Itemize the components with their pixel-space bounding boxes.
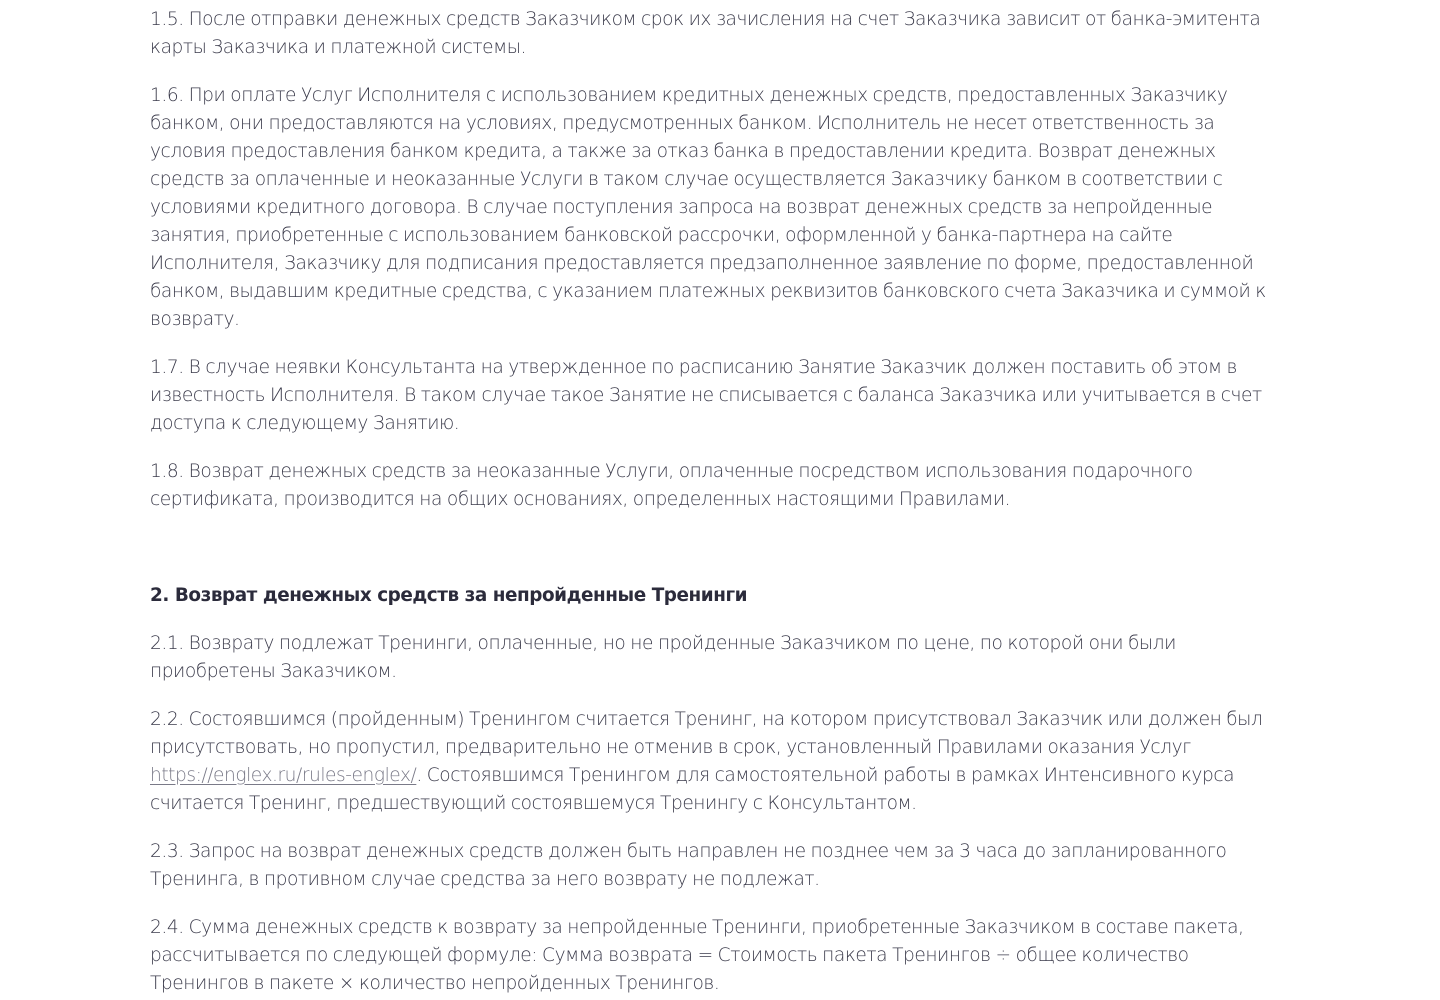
rules-link[interactable]: https://englex.ru/rules-englex/ xyxy=(150,765,417,786)
paragraph-2-3: 2.3. Запрос на возврат денежных средств должен быть направлен не позднее чем за 3 часа до запланированного Тренинга, в противном случае средства за него возврату не подлежат. xyxy=(150,841,1227,890)
paragraph-1-6: 1.6. При оплате Услуг Исполнителя с использованием кредитных денежных средств, предоставленных Заказчику банком, они предоставляются на условиях, предусмотренных банком. Исполнитель не несет ответственность за условия предоставления банком кредита, а также за отказ банка в предоставлении кредита. Возврат денежных средств за оплаченные и неоказанные Услуги в таком случае осуществляется Заказчику банком в соответствии с условиями кредитного договора. В случае поступления запроса на возврат денежных средств за непройденные занятия, приобретенные с использованием банковской рассрочки, оформленной у банка-партнера на сайте Исполнителя, Заказчику для подписания предоставляется предзаполненное заявление по форме, предоставленной банком, выдавшим кредитные средства, с указанием платежных реквизитов банковского счета Заказчика и суммой к возврату. xyxy=(150,85,1266,330)
section-2-heading: 2. Возврат денежных средств за непройденные Тренинги xyxy=(150,585,748,606)
section-spacer xyxy=(150,534,1290,582)
paragraph-2-2-text-after: . Состоявшимся Тренингом для самостоятельной работы в рамках Интенсивного курса считается Тренинг, предшествующий состоявшемуся Тренингу с Консультантом. xyxy=(150,765,1235,814)
paragraph-2-2 xyxy=(150,706,1290,818)
paragraph-1-7: 1.7. В случае неявки Консультанта на утвержденное по расписанию Занятие Заказчик должен поставить об этом в известность Исполнителя. В таком случае такое Занятие не списывается с баланса Заказчика или учитывается в счет доступа к следующему Занятию. xyxy=(150,357,1262,434)
paragraph-1-5: 1.5. После отправки денежных средств Заказчиком срок их зачисления на счет Заказчика зависит от банка-эмитента карты Заказчика и платежной системы. xyxy=(150,9,1261,58)
paragraph-1-8: 1.8. Возврат денежных средств за неоказанные Услуги, оплаченные посредством использования подарочного сертификата, производится на общих основаниях, определенных настоящими Правилами. xyxy=(150,461,1193,510)
paragraph-2-2-text-before: 2.2. Состоявшимся (пройденным) Тренингом считается Тренинг, на котором присутствовал Заказчик или должен был присутствовать, но пропустил, предварительно не отменив в срок, установленный Правилами оказания Услуг xyxy=(150,709,1263,758)
paragraph-2-1: 2.1. Возврату подлежат Тренинги, оплаченные, но не пройденные Заказчиком по цене, по которой они были приобретены Заказчиком. xyxy=(150,633,1176,682)
paragraph-2-4: 2.4. Сумма денежных средств к возврату за непройденные Тренинги, приобретенные Заказчиком в составе пакета, рассчитывается по следующей формуле: Сумма возврата = Стоимость пакета Тренингов ÷ общее количество Тренингов в пакете × количество непройденных Тренингов. xyxy=(150,917,1244,994)
